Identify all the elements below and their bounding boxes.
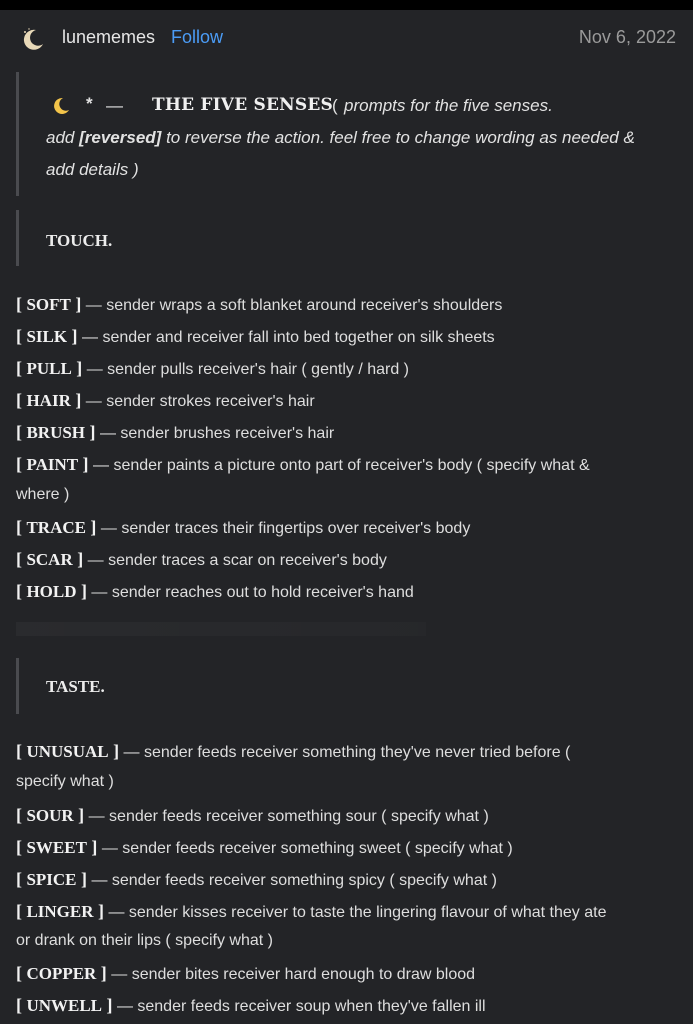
prompt-keyword: SOUR (26, 806, 74, 825)
follow-button[interactable]: Follow (171, 27, 224, 47)
prompt-row (16, 422, 334, 443)
prompt-text: — sender feeds receiver something sour ( specify what ) (88, 808, 489, 825)
prompt-keyword: SWEET (26, 838, 87, 857)
prompt-keyword: UNWELL (26, 996, 103, 1015)
prompt-row (16, 517, 470, 538)
prompt-row (16, 805, 489, 826)
open-bracket: [ (16, 995, 22, 1015)
open-bracket: [ (16, 869, 22, 889)
close-bracket: ] (77, 549, 84, 569)
close-bracket: ] (71, 326, 78, 346)
close-bracket: ] (82, 454, 89, 474)
post-title: THE FIVE SENSES (152, 95, 333, 115)
open-bracket: [ (16, 517, 22, 537)
prompt-keyword: COPPER (26, 964, 97, 983)
intro-line-3: add details ) (46, 160, 139, 179)
prompt-keyword: UNUSUAL (26, 742, 109, 761)
prompt-row (16, 837, 513, 858)
open-bracket: [ (16, 358, 22, 378)
open-bracket: [ (16, 294, 22, 314)
open-bracket: [ (16, 805, 22, 825)
prompt-row (16, 741, 570, 762)
prompt-keyword: BRUSH (26, 423, 86, 442)
prompt-row (16, 869, 497, 890)
prompt-text: — sender feeds receiver something they've never tried before ( (123, 744, 571, 761)
close-bracket: ] (75, 390, 82, 410)
close-bracket: ] (100, 963, 107, 983)
open-bracket: [ (16, 741, 22, 761)
prompt-row (16, 581, 414, 602)
prompt-row (16, 294, 502, 315)
open-bracket: [ (16, 837, 22, 857)
prompt-text: — sender traces a scar on receiver's body (87, 552, 387, 569)
title-paren: ( (332, 96, 338, 115)
open-bracket: [ (16, 901, 22, 921)
prompt-text: — sender feeds receiver something sweet ( specify what ) (101, 840, 513, 857)
close-bracket: ] (75, 294, 82, 314)
close-bracket: ] (78, 805, 85, 825)
prompt-keyword: SPICE (26, 870, 77, 889)
prompt-row (16, 963, 475, 984)
post-date[interactable]: Nov 6, 2022 (578, 27, 676, 47)
prompt-keyword: HAIR (26, 391, 71, 410)
open-bracket: [ (16, 390, 22, 410)
prompt-text: — sender kisses receiver to taste the lingering flavour of what they ate (108, 904, 607, 921)
prompt-row (16, 358, 409, 379)
close-bracket: ] (76, 358, 83, 378)
prompt-keyword: SCAR (26, 550, 73, 569)
close-bracket: ] (106, 995, 113, 1015)
prompt-keyword: LINGER (26, 902, 94, 921)
taste-quote-bar (16, 658, 19, 714)
crescent-moon-icon[interactable] (19, 26, 47, 54)
prompt-row (16, 326, 495, 347)
close-bracket: ] (90, 517, 97, 537)
open-bracket: [ (16, 963, 22, 983)
prompt-keyword: SILK (26, 327, 68, 346)
prompt-continuation: or drank on their lips ( specify what ) (16, 932, 273, 949)
prompt-keyword: HOLD (26, 582, 77, 601)
section-title-touch: TOUCH. (46, 231, 113, 250)
username-link[interactable]: lunememes (62, 27, 156, 47)
open-bracket: [ (16, 581, 22, 601)
open-bracket: [ (16, 454, 22, 474)
open-bracket: [ (16, 422, 22, 442)
close-bracket: ] (113, 741, 120, 761)
prompt-row (16, 454, 590, 475)
open-bracket: [ (16, 326, 22, 346)
prompt-continuation: where ) (16, 486, 70, 503)
post-card (0, 10, 693, 1024)
prompt-continuation: specify what ) (16, 773, 114, 790)
intro-subtitle: prompts for the five senses. (344, 96, 553, 115)
close-bracket: ] (89, 422, 96, 442)
prompt-text: — sender brushes receiver's hair (99, 425, 335, 442)
close-bracket: ] (80, 869, 87, 889)
close-bracket: ] (97, 901, 104, 921)
prompt-text: — sender reaches out to hold receiver's hand (91, 584, 414, 601)
prompt-text: — sender bites receiver hard enough to draw blood (111, 966, 476, 983)
prompt-keyword: PULL (26, 359, 72, 378)
intro-quote-bar (16, 72, 19, 196)
intro-line-2-tail: to reverse the action. feel free to change wording as needed & (166, 128, 635, 147)
close-bracket: ] (91, 837, 98, 857)
open-bracket: [ (16, 549, 22, 569)
sparkle-glyph: * (86, 94, 93, 113)
prompt-text: — sender feeds receiver soup when they've fallen ill (116, 998, 486, 1015)
reversed-tag: [reversed] (79, 128, 162, 147)
prompt-keyword: TRACE (26, 518, 86, 537)
section-title-taste: TASTE. (46, 677, 105, 696)
faded-artifact (16, 622, 426, 636)
post-header (0, 10, 693, 66)
prompt-text: — sender traces their fingertips over receiver's body (100, 520, 471, 537)
prompt-text: — sender paints a picture onto part of receiver's body ( specify what & (93, 457, 590, 474)
prompt-row (16, 995, 486, 1016)
intro-add-word: add (46, 128, 75, 147)
prompt-text: — sender pulls receiver's hair ( gently / hard ) (86, 361, 409, 378)
prompt-text: — sender feeds receiver something spicy ( specify what ) (91, 872, 497, 889)
prompt-keyword: SOFT (26, 295, 71, 314)
prompt-row (16, 549, 387, 570)
touch-quote-bar (16, 210, 19, 266)
prompt-row (16, 390, 315, 411)
prompt-keyword: PAINT (26, 455, 79, 474)
title-dash: — (106, 96, 123, 115)
prompt-text: — sender wraps a soft blanket around receiver's shoulders (85, 297, 503, 314)
prompt-text: — sender and receiver fall into bed together on silk sheets (82, 329, 495, 346)
prompt-row (16, 901, 606, 922)
crescent-moon-icon (50, 95, 72, 117)
prompt-text: — sender strokes receiver's hair (85, 393, 315, 410)
intro-line-2 (46, 128, 635, 148)
close-bracket: ] (80, 581, 87, 601)
